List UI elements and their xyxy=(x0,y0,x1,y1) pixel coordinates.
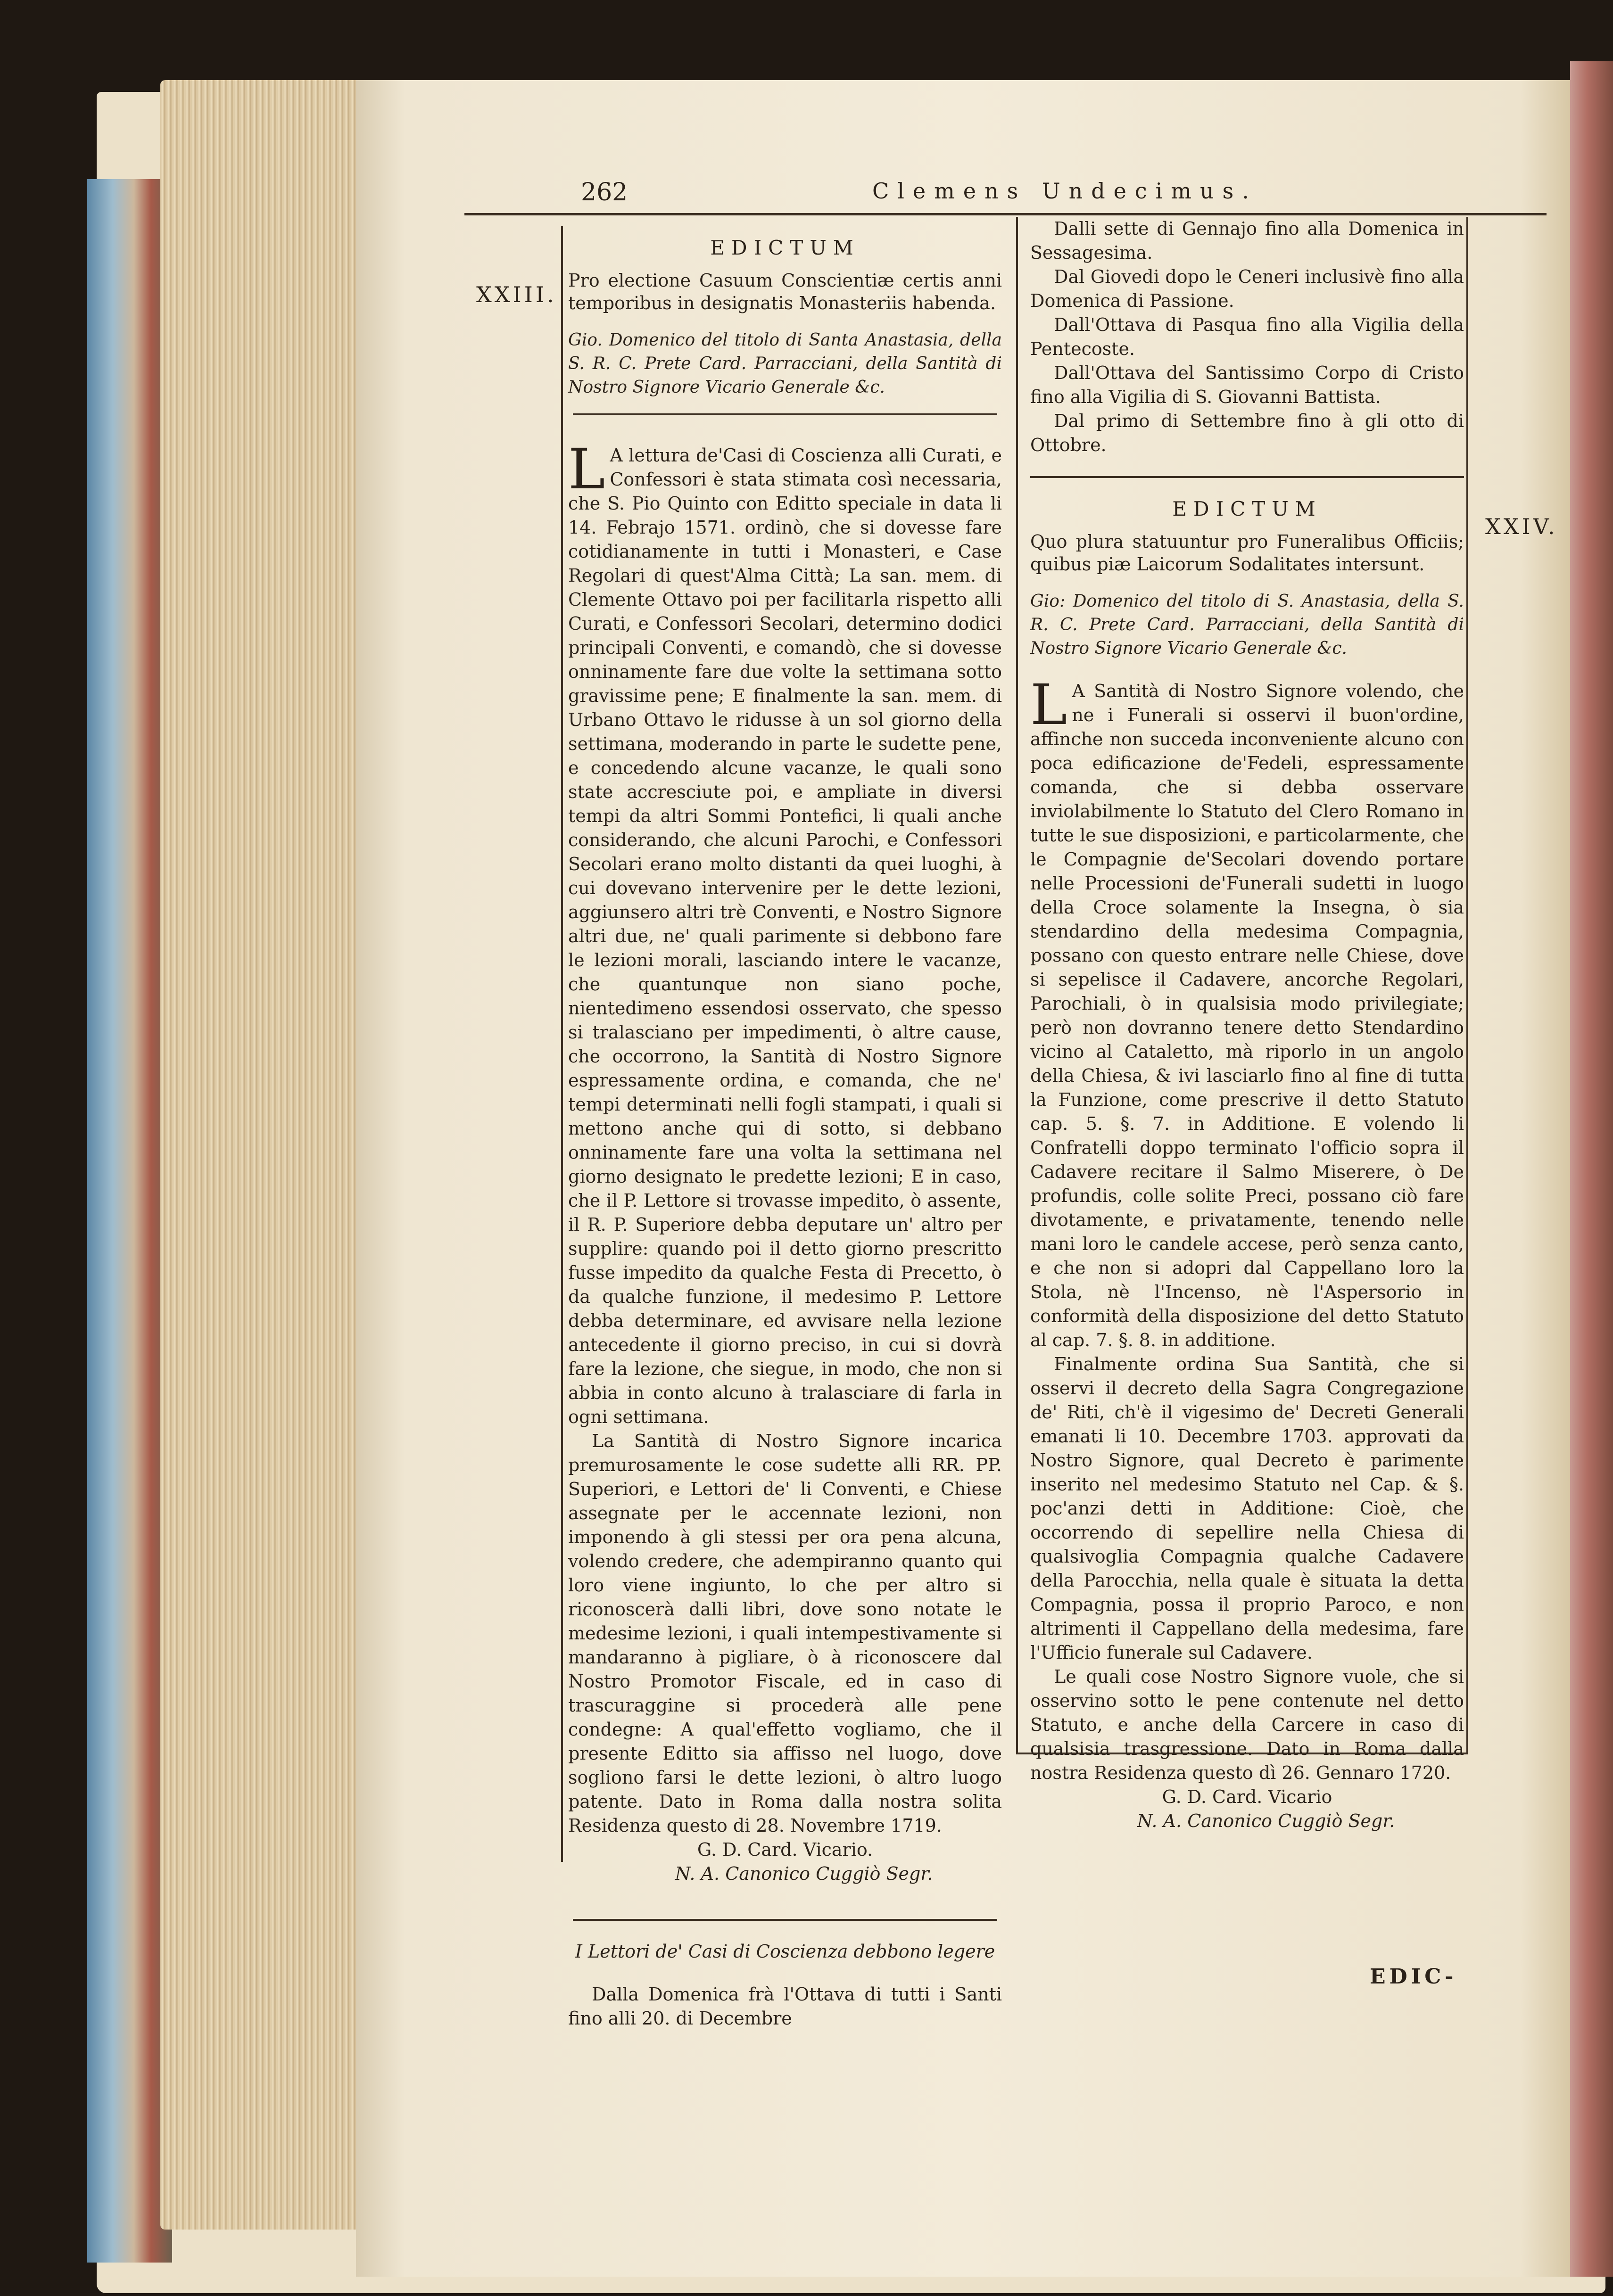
secretary: N. A. Canonico Cuggiò Segr. xyxy=(1137,1810,1395,1831)
lettori-line: Dalla Domenica frà l'Ottava di tutti i Santi fino alli 20. di Decembre xyxy=(568,1984,1002,2029)
drop-cap: L xyxy=(1030,672,1067,737)
body-paragraph-text: A Santità di Nostro Signore volendo, che ne i Funerali si osservi il buon'ordine, affinche non succeda inconveniente alcuno con poca edificazione de'Fedeli, espressamente comanda, che si debba osservare inviolabilmente lo Statuto del Clero Romano in tutte le sue disposizioni, e particolarmente, che le Compagnie de'Secolari dovendo portare nelle Processioni de'Funerali sudetti in luogo della Croce solamente la Insegna, ò sia stendardino della medesima Compagnia, possano con questo entrare nelle Chiese, dove si sepelisce il Cadavere, ancorche Regolari, Parochiali, ò in qualsisia modo privilegiate; però non dovranno tenere detto Stendardino vicino al Cataletto, mà riporlo in un angolo della Chiesa, & ivi lasciarlo fino al fine di tutta la Funzione, come prescrive il detto Statuto cap. 5. §. 7. in Additione. E volendo li Confratelli doppo terminato l'officio sopra il Cadavere recitare il Salmo Miserere, ò De profundis, colle solite Preci, possano ciò fare divotamente, e privatamente, tenendo nelle mani loro le candele accese, però senza canto, e che non si adopri dal Cappellano loro la Stola, nè l'Incenso, nè l'Aspersorio in conformità della disposizione del detto Statuto al cap. 7. §. 8. in additione. xyxy=(1030,681,1464,1350)
lettori-heading: I Lettori de' Casi di Coscienza debbono legere xyxy=(575,1941,995,1962)
running-title: Clemens Undecimus. xyxy=(872,178,1257,204)
page-edges xyxy=(160,80,358,2230)
edict-title: EDICTUM xyxy=(710,236,860,259)
marbled-edge xyxy=(87,179,172,2263)
section-rule xyxy=(1030,476,1464,478)
schedule-item: Dall'Ottava del Santissimo Corpo di Cristo fino alla Vigilia di S. Giovanni Battista. xyxy=(1030,362,1464,407)
signature: G. D. Card. Vicario. xyxy=(697,1839,873,1860)
edict-title: EDICTUM xyxy=(1172,497,1322,520)
issuer: Gio: Domenico del titolo di S. Anastasia, della S. R. C. Prete Card. Parracciani, della Santità di Nostro Signore Vicario Generale &c. xyxy=(1030,592,1464,658)
body-paragraph xyxy=(1030,672,1464,1352)
signature: G. D. Card. Vicario xyxy=(1162,1786,1332,1807)
schedule-item: Dal primo di Settembre fino à gli otto di Ottobre. xyxy=(1030,411,1464,455)
drop-cap: L xyxy=(568,436,605,502)
left-column xyxy=(568,217,1002,2031)
secretary: N. A. Canonico Cuggiò Segr. xyxy=(675,1863,933,1884)
body-paragraph: La Santità di Nostro Signore incarica premurosamente le cose sudette alli RR. PP. Superiori, e Lettori de' li Conventi, e Chiese assegnate per le accennate lezioni, non imponendo à gli stessi per ora pena alcuna, volendo credere, che adempiranno quanto qui loro viene ingiunto, lo che per altro si riconoscerà dalli libri, dove sono notate le medesime lezioni, i quali intempestivamente si mandaranno à pigliare, ò à riconoscere dal Nostro Promotor Fiscale, ed in caso di trascuraggine si procederà alle pene condegne: A qual'effetto vogliamo, che il presente Editto sia affisso nel luogo, dove sogliono farsi le dette lezioni, ò altro luogo patente. Dato in Roma dalla nostra solita Residenza questo di 28. Novembre 1719. xyxy=(568,1431,1002,1836)
issuer: Gio. Domenico del titolo di Santa Anastasia, della S. R. C. Prete Card. Parracciani, della Santità di Nostro Signore Vicario Generale &c. xyxy=(568,330,1002,397)
edict-subtitle: Pro electione Casuum Conscientiæ certis anni temporibus in designatis Monasteriis habenda. xyxy=(568,270,1002,313)
right-column xyxy=(1030,217,1464,1833)
catchword: EDIC- xyxy=(1370,1965,1457,1989)
edict-subtitle: Quo plura statuuntur pro Funeralibus Officiis; quibus piæ Laicorum Sodalitates intersunt. xyxy=(1030,531,1464,575)
schedule-item: Dal Giovedi dopo le Ceneri inclusivè fino alla Domenica di Passione. xyxy=(1030,266,1464,311)
body-paragraph: Le quali cose Nostro Signore vuole, che si osservino sotto le pene contenute nel detto Statuto, e anche della Carcere in caso di qualsisia trasgressione. Dato in Roma dalla nostra Residenza questo dì 26. Gennaro 1720. xyxy=(1030,1666,1464,1783)
right-column-rule xyxy=(1466,217,1468,1753)
body-paragraph-text: A lettura de'Casi di Coscienza alli Curati, e Confessori è stata stimata così necessaria, che S. Pio Quinto con Editto speciale in data li 14. Febrajo 1571. ordinò, che si dovesse fare cotidianamente in tutti i Monasteri, e Case Regolari di quest'Alma Città; La san. mem. di Clemente Ottavo poi per facilitarla rispetto alli Curati, e Confessori Secolari, determino dodici principali Conventi, e comandò, che si dovesse onninamente fare due volte la settimana sotto gravissime pene; E finalmente la san. mem. di Urbano Ottavo le ridusse à un sol giorno della settimana, moderando in parte le sudette pene, e concedendo alcune vacanze, le quali sono state accresciute poi, e ampliate in diversi tempi da altri Sommi Pontefici, li quali anche considerando, che alcuni Parochi, e Confessori Secolari erano molto distanti da quei luoghi, à cui dovevano intervenire per le dette lezioni, aggiunsero altri trè Conventi, e Nostro Signore altri due, ne' quali parimente si debbono fare le lezioni morali, lasciando intere le vacanze, che quantunque non siano poche, nientedimeno essendosi osservato, che spesso si tralasciano per impedimenti, ò altre cause, che occorrono, la Santità di Nostro Signore espressamente ordina, e comanda, che ne' tempi determinati nelli fogli stampati, i quali si mettono anche qui di sotto, si debbano onninamente fare una volta la settimana nel giorno designato le predette lezioni; E in caso, che il P. Lettore si trovasse impedito, ò assente, il R. P. Superiore debba deputare un' altro per supplire: quando poi il detto giorno prescritto fusse impedito da qualche Festa di Precetto, ò da qualche funzione, il medesimo P. Lettore debba determinare, ed avvisare nella lezione antecedente il giorno preciso, in cui si dovrà fare la lezione, che siegue, in modo, che non si abbia in conto alcuno à tralasciare di farla in ogni settimana. xyxy=(568,445,1002,1427)
margin-number-left: XXIII. xyxy=(476,282,557,307)
body-paragraph xyxy=(568,436,1002,1429)
header-rule xyxy=(464,213,1547,215)
center-column-rule xyxy=(1016,217,1018,1753)
left-column-rule xyxy=(561,226,563,1862)
page-number: 262 xyxy=(581,178,628,206)
section-rule xyxy=(573,1919,997,1921)
schedule-item: Dall'Ottava di Pasqua fino alla Vigilia della Pentecoste. xyxy=(1030,314,1464,359)
schedule-item: Dalli sette di Gennajo fino alla Domenica in Sessagesima. xyxy=(1030,218,1464,263)
body-paragraph: Finalmente ordina Sua Santità, che si osservi il decreto della Sagra Congregazione de' Riti, ch'è il vigesimo de' Decreti Generali emanati li 10. Decembre 1703. approvati da Nostro Signore, qual Decreto è parimente inserito nel medesimo Statuto nel Cap. & §. poc'anzi detti in Additione: Cioè, che occorrendo di sepellire nella Chiesa di qualsivoglia Compagnia qualche Cadavere della Parocchia, nella quale è situata la detta Compagnia, possa il proprio Paroco, e non altrimenti il Cappellano della medesima, fare l'Ufficio funerale sul Cadavere. xyxy=(1030,1354,1464,1663)
section-rule xyxy=(573,413,997,415)
next-page-edge xyxy=(1570,61,1613,2277)
margin-number-right: XXIV. xyxy=(1485,514,1558,539)
